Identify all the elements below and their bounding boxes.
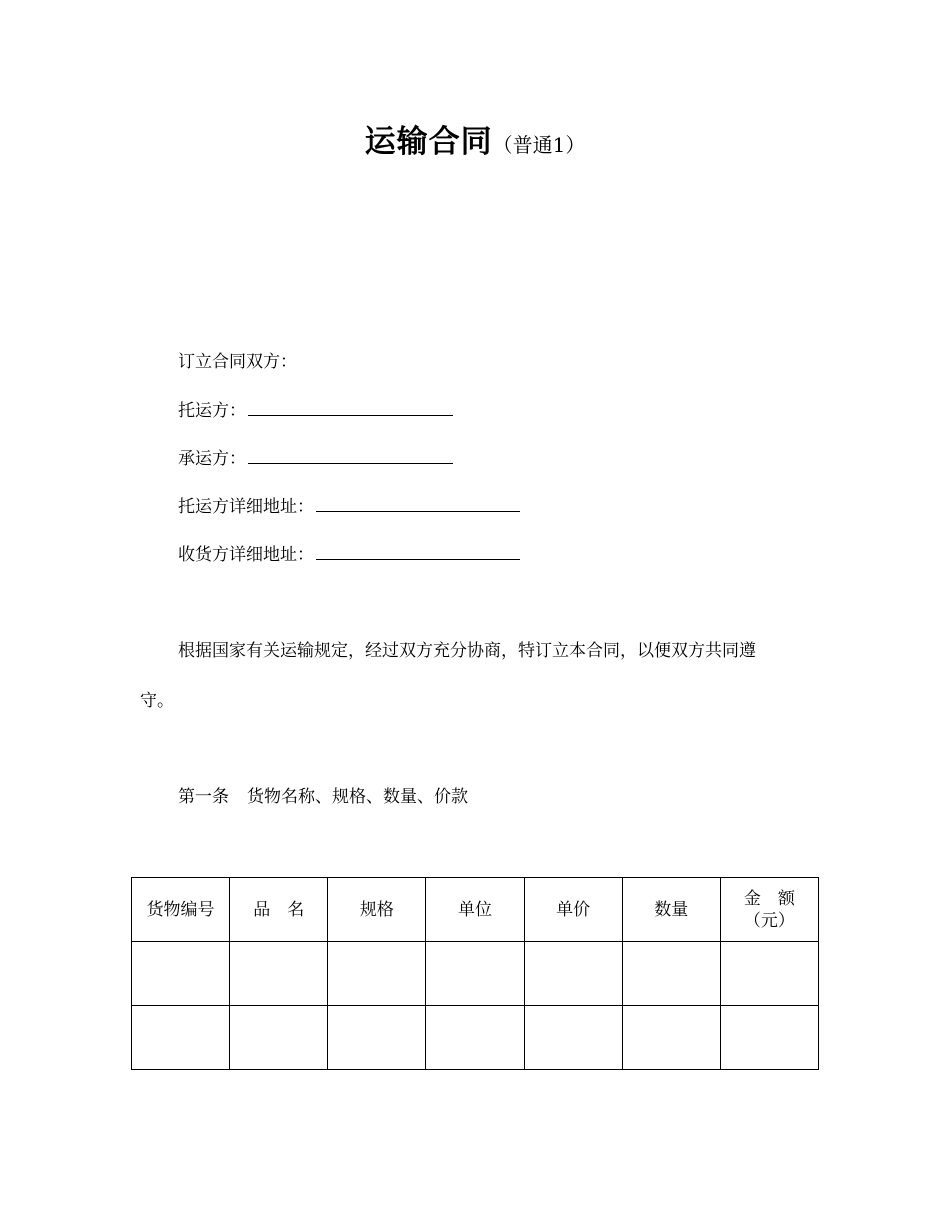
article-1-number: 第一条 <box>178 787 229 807</box>
table-cell[interactable] <box>132 942 230 1006</box>
header-goods-number: 货物编号 <box>132 878 230 942</box>
table-cell[interactable] <box>426 1006 524 1070</box>
table-cell[interactable] <box>230 942 328 1006</box>
table-cell[interactable] <box>524 1006 622 1070</box>
table-cell[interactable] <box>622 1006 720 1070</box>
header-goods-name: 品 名 <box>230 878 328 942</box>
header-amount <box>720 878 818 942</box>
consignee-address-line <box>178 540 520 565</box>
table-row <box>132 942 819 1006</box>
table-row <box>132 1006 819 1070</box>
header-unit: 单位 <box>426 878 524 942</box>
preamble-line-2: 守。 <box>140 691 174 711</box>
table-cell[interactable] <box>524 942 622 1006</box>
header-unit-price: 单价 <box>524 878 622 942</box>
table-cell[interactable] <box>426 942 524 1006</box>
preamble-line-1: 根据国家有关运输规定，经过双方充分协商，特订立本合同，以便双方共同遵 <box>178 641 756 661</box>
carrier-blank[interactable] <box>248 445 453 464</box>
shipper-blank[interactable] <box>248 397 453 416</box>
shipper-address-blank[interactable] <box>316 493 520 512</box>
table-cell[interactable] <box>328 942 426 1006</box>
table-cell[interactable] <box>622 942 720 1006</box>
consignee-address-label: 收货方详细地址： <box>178 545 314 565</box>
title-subtitle: （普通1） <box>492 133 586 157</box>
table-cell[interactable] <box>720 942 818 1006</box>
shipper-line <box>178 396 453 421</box>
header-amount-unit: （元） <box>743 910 795 931</box>
consignee-address-blank[interactable] <box>316 541 520 560</box>
article-1-heading <box>178 782 468 807</box>
shipper-address-label: 托运方详细地址： <box>178 497 314 517</box>
shipper-address-line <box>178 492 520 517</box>
article-1-title: 货物名称、规格、数量、价款 <box>247 787 468 807</box>
shipper-label: 托运方： <box>178 401 246 421</box>
header-spec: 规格 <box>328 878 426 942</box>
table-cell[interactable] <box>720 1006 818 1070</box>
carrier-line <box>178 444 453 469</box>
table-cell[interactable] <box>328 1006 426 1070</box>
header-quantity: 数量 <box>622 878 720 942</box>
parties-intro: 订立合同双方： <box>178 352 297 372</box>
document-title <box>0 116 950 161</box>
table-header-row <box>132 878 819 942</box>
header-amount-label: 金 额 <box>743 888 795 909</box>
title-main: 运输合同 <box>364 124 493 160</box>
table-cell[interactable] <box>230 1006 328 1070</box>
goods-table <box>131 877 819 1070</box>
carrier-label: 承运方： <box>178 449 246 469</box>
table-cell[interactable] <box>132 1006 230 1070</box>
